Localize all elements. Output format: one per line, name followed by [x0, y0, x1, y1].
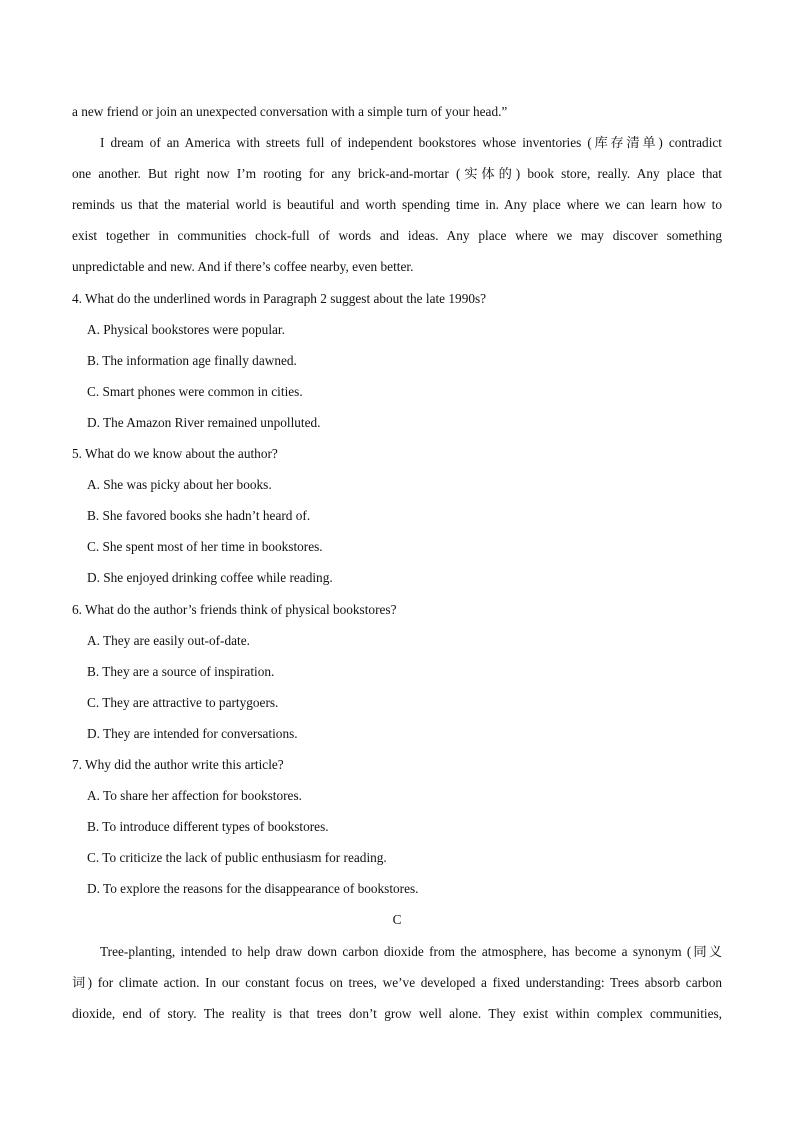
answer-option: A. To share her affection for bookstores.	[87, 788, 302, 804]
answer-option: D. She enjoyed drinking coffee while reading.	[87, 570, 333, 586]
passage-line: exist together in communities chock-full of words and ideas. Any place where we may discover something	[72, 228, 722, 244]
answer-option: B. To introduce different types of bookstores.	[87, 819, 329, 835]
passage-line: unpredictable and new. And if there’s coffee nearby, even better.	[72, 259, 414, 275]
answer-option: B. She favored books she hadn’t heard of.	[87, 508, 311, 524]
answer-option: A. She was picky about her books.	[87, 477, 272, 493]
answer-option: C. She spent most of her time in bookstores.	[87, 539, 323, 555]
passage-line: one another. But right now I’m rooting for any brick-and-mortar (实体的) book store, really. Any place that	[72, 166, 722, 182]
answer-option: D. They are intended for conversations.	[87, 725, 298, 741]
answer-option: C. To criticize the lack of public enthusiasm for reading.	[87, 850, 387, 866]
answer-option: B. The information age finally dawned.	[87, 352, 297, 368]
passage-line: reminds us that the material world is beautiful and worth spending time in. Any place where we can learn how to	[72, 197, 722, 213]
answer-option: B. They are a source of inspiration.	[87, 663, 275, 679]
question-stem: 7. Why did the author write this article?	[72, 756, 284, 772]
answer-option: C. Smart phones were common in cities.	[87, 383, 303, 399]
question-stem: 5. What do we know about the author?	[72, 446, 278, 462]
passage-line: dioxide, end of story. The reality is that trees don’t grow well alone. They exist within complex communities,	[72, 1005, 722, 1021]
question-stem: 6. What do the author’s friends think of physical bookstores?	[72, 601, 397, 617]
section-heading: C	[392, 912, 402, 928]
answer-option: D. To explore the reasons for the disappearance of bookstores.	[87, 881, 419, 897]
passage-line: I dream of an America with streets full of independent bookstores whose inventories (库存清单) contradict	[100, 135, 722, 151]
answer-option: C. They are attractive to partygoers.	[87, 694, 279, 710]
passage-line: Tree-planting, intended to help draw down carbon dioxide from the atmosphere, has become a synonym (同义	[100, 943, 722, 959]
answer-option: A. They are easily out-of-date.	[87, 632, 250, 648]
document-page	[72, 96, 722, 1029]
answer-option: A. Physical bookstores were popular.	[87, 321, 285, 337]
question-stem: 4. What do the underlined words in Paragraph 2 suggest about the late 1990s?	[72, 290, 487, 306]
passage-line: a new friend or join an unexpected conversation with a simple turn of your head.”	[72, 104, 508, 119]
passage-line: 词) for climate action. In our constant focus on trees, we’ve developed a fixed understanding: Trees absorb carbon	[72, 974, 722, 990]
answer-option: D. The Amazon River remained unpolluted.	[87, 414, 321, 430]
